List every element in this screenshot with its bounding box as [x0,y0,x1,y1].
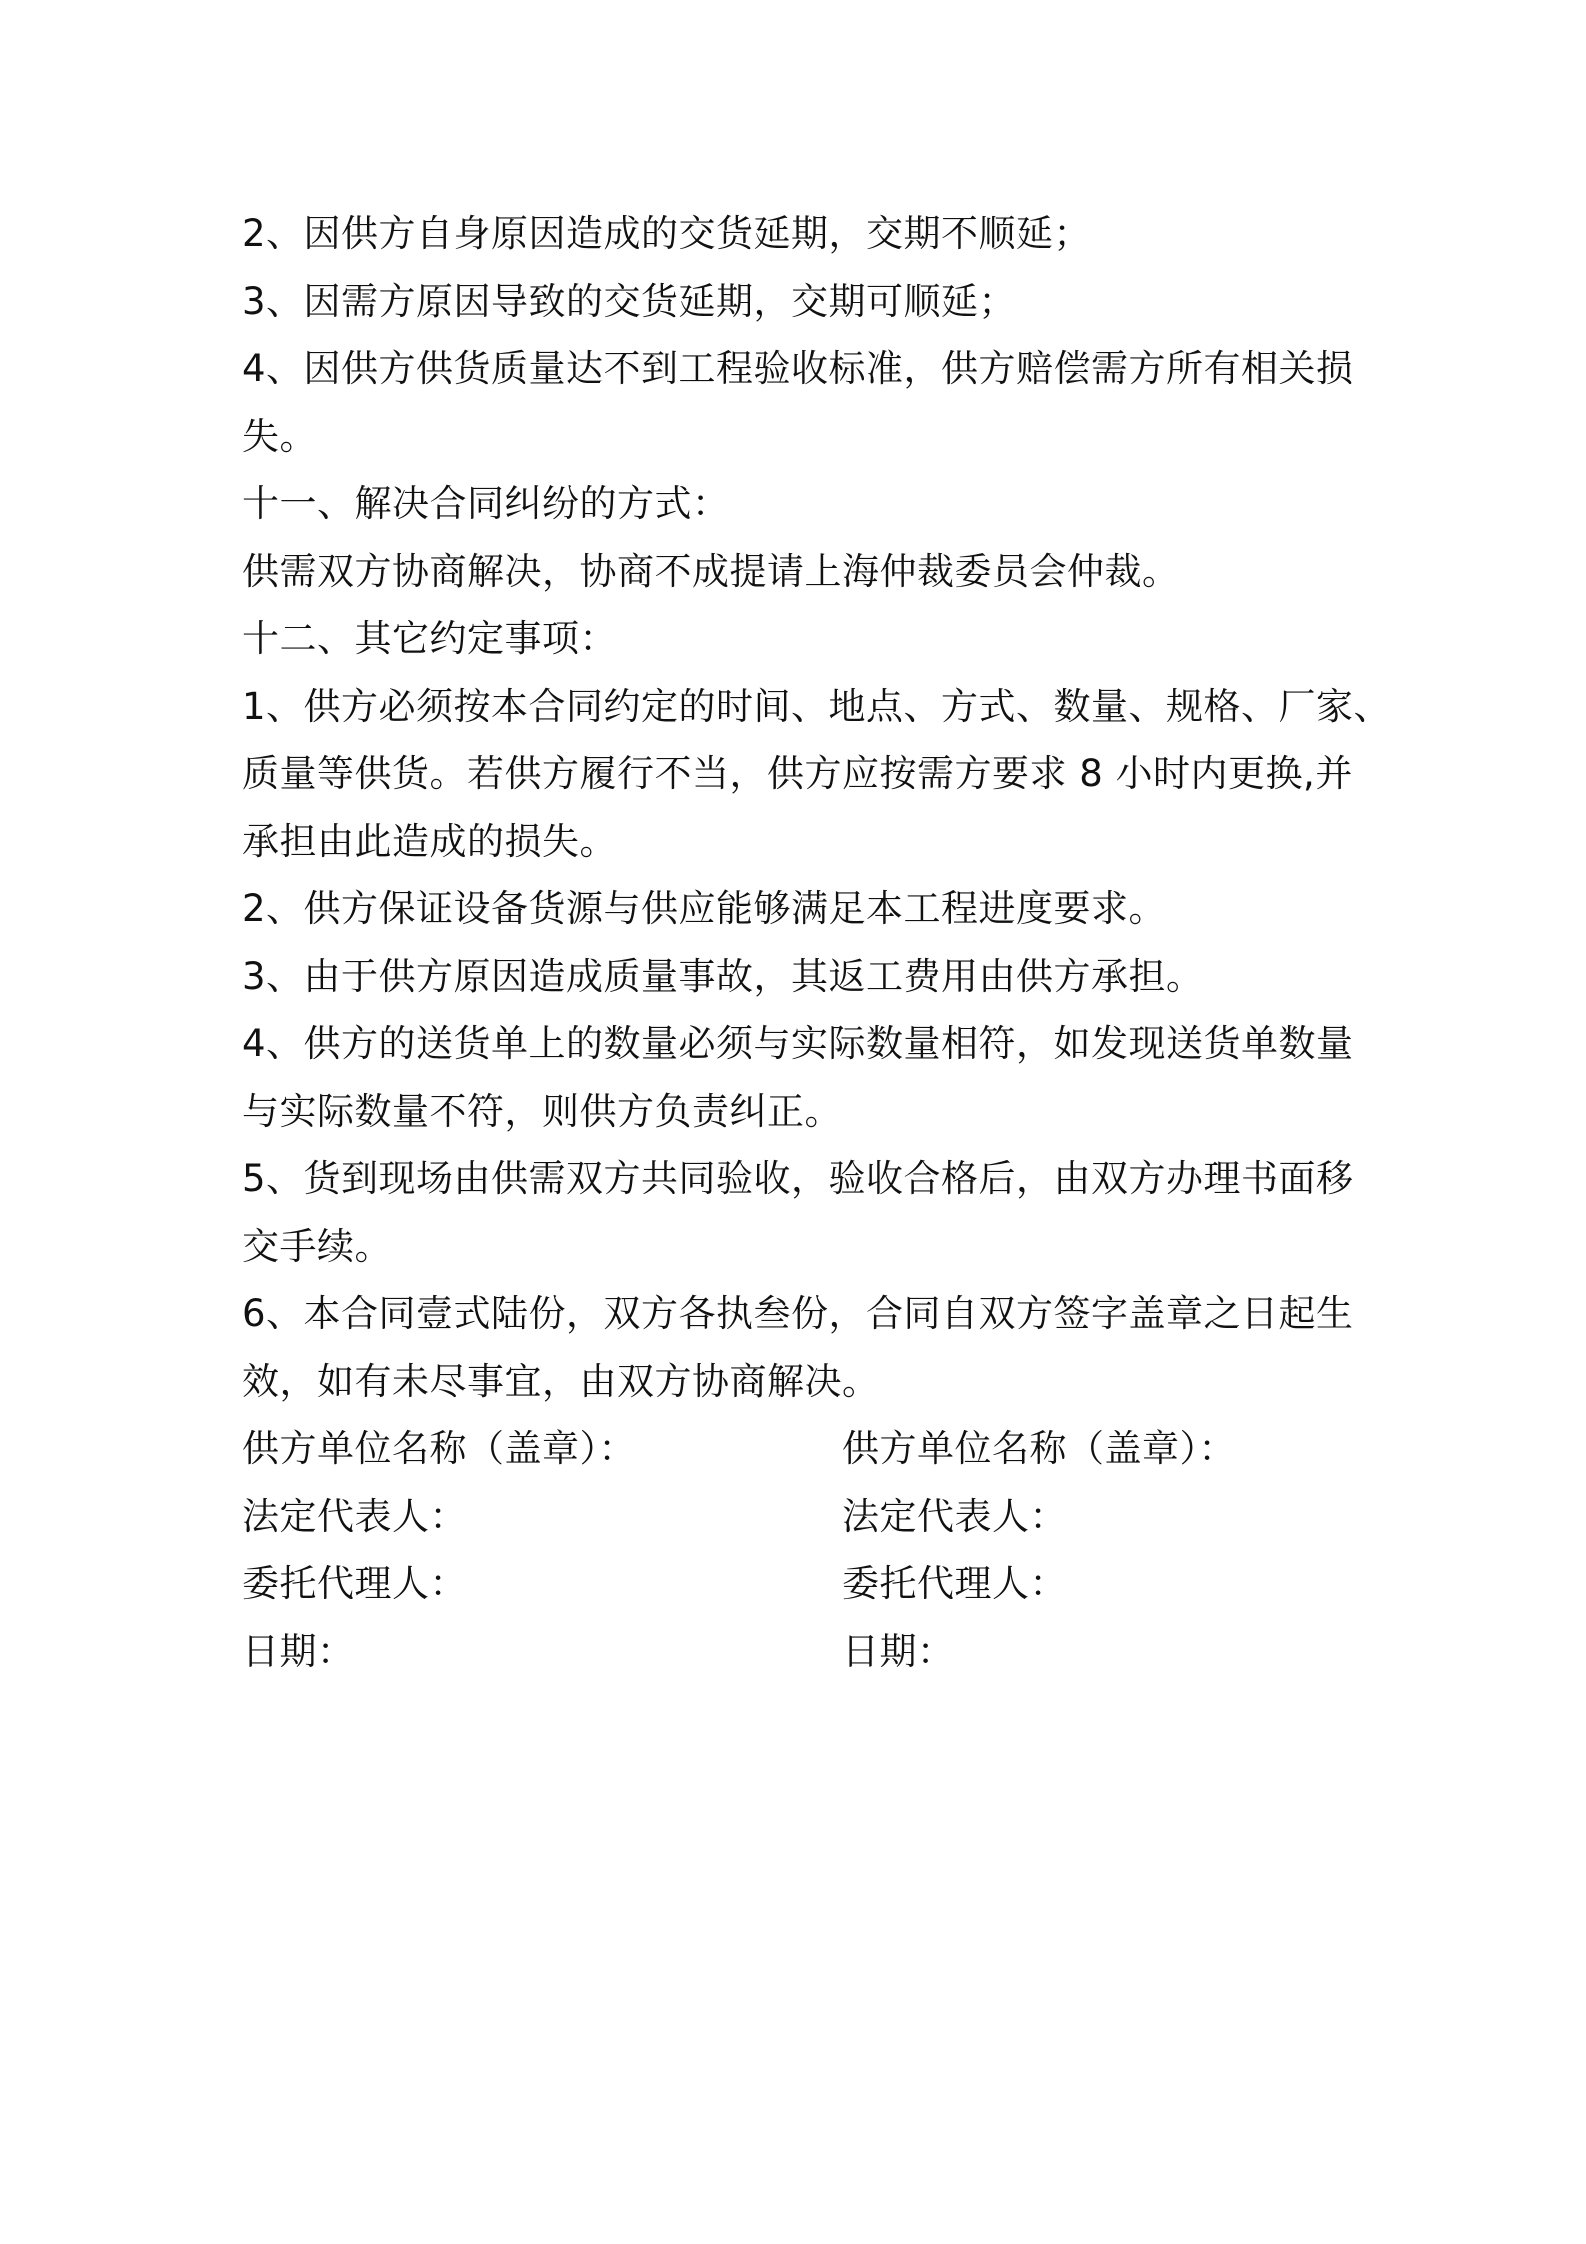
clause-line: 2、供方保证设备货源与供应能够满足本工程进度要求。 [242,887,1167,930]
right-legal-rep-label: 法定代表人： [842,1494,1067,1538]
left-legal-rep-label: 法定代表人： [242,1494,467,1538]
section-heading-dispute: 十一、解决合同纠纷的方式： [242,482,730,525]
left-agent-label: 委托代理人： [242,1562,467,1605]
signature-block [242,1415,1362,1685]
clause-line: 供需双方协商解决，协商不成提请上海仲裁委员会仲裁。 [242,549,1180,593]
signature-row-legal-rep [242,1483,1362,1551]
contract-body [242,200,1392,1685]
signature-row-date [242,1618,1362,1686]
clause-line: 4、供方的送货单上的数量必须与实际数量相符，如发现送货单数量 [242,1022,1354,1065]
clause-line: 与实际数量不符，则供方负责纠正。 [242,1089,842,1133]
clause-line: 3、因需方原因导致的交货延期，交期可顺延； [242,279,1017,323]
right-date-label: 日期： [842,1629,955,1673]
clause-line: 承担由此造成的损失。 [242,819,617,863]
signature-row-agent [242,1550,1362,1618]
clause-line: 失。 [242,414,317,458]
clause-line: 交手续。 [242,1224,392,1268]
clause-line: 1、供方必须按本合同约定的时间、地点、方式、数量、规格、厂家、 [242,684,1392,728]
signature-row-unit [242,1415,1362,1483]
clause-line: 质量等供货。若供方履行不当，供方应按需方要求 8 小时内更换,并 [242,752,1353,795]
left-unit-name-label: 供方单位名称（盖章）： [242,1427,636,1470]
clause-line: 3、由于供方原因造成质量事故，其返工费用由供方承担。 [242,954,1204,998]
clause-line: 2、因供方自身原因造成的交货延期，交期不顺延； [242,212,1092,255]
right-unit-name-label: 供方单位名称（盖章）： [842,1427,1236,1470]
section-heading-other-terms: 十二、其它约定事项： [242,617,617,660]
right-agent-label: 委托代理人： [842,1562,1067,1605]
clause-line: 效，如有未尽事宜，由双方协商解决。 [242,1359,880,1403]
left-date-label: 日期： [242,1629,355,1673]
clause-line: 4、因供方供货质量达不到工程验收标准，供方赔偿需方所有相关损 [242,347,1354,390]
clause-line: 6、本合同壹式陆份，双方各执叁份，合同自双方签字盖章之日起生 [242,1292,1354,1335]
clause-line: 5、货到现场由供需双方共同验收，验收合格后，由双方办理书面移 [242,1157,1354,1200]
